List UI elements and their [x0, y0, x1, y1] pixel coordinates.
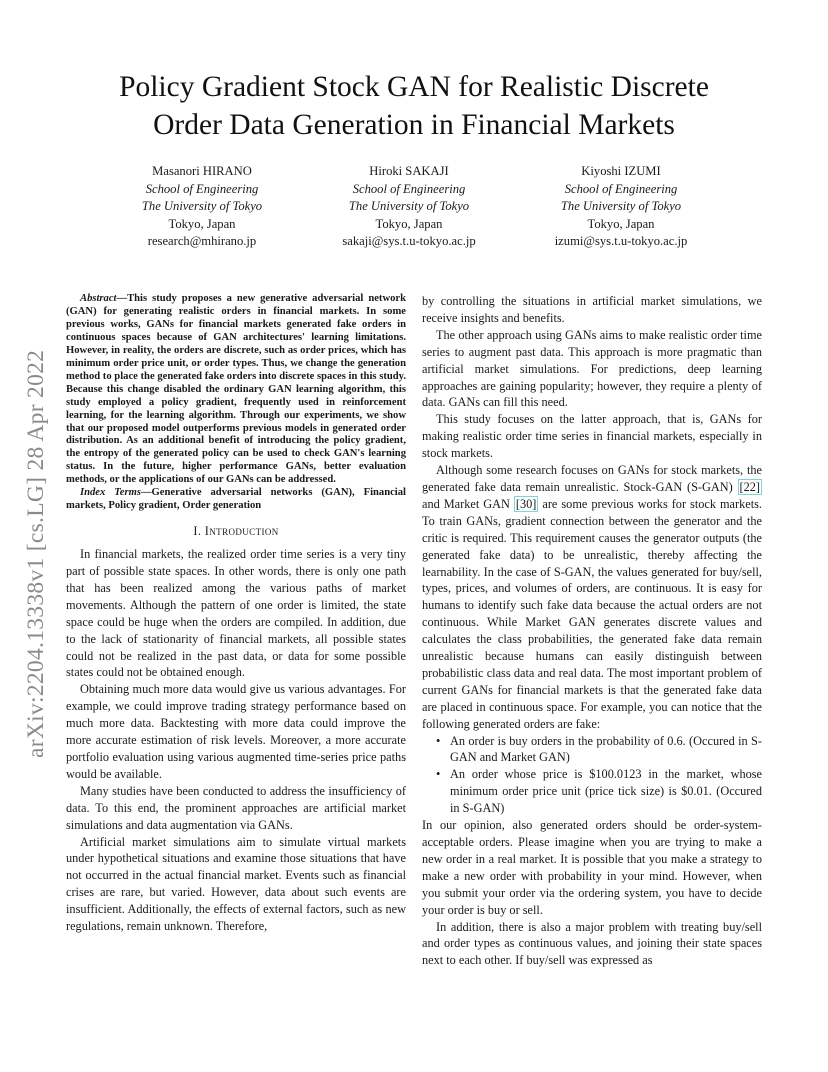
author-org: The University of Tokyo	[560, 199, 682, 213]
list-item	[436, 766, 762, 817]
index-terms-text: —Generative adversarial networks (GAN), Financial markets, Policy gradient, Order generation	[66, 487, 406, 512]
body-paragraph: Obtaining much more data would give us various advantages. For example, we could improve trading strategy performance based on much more data. Backtesting with more data could improve the more accurate estimation of risk levels. Moreover, a more accurate portfolio evaluation using various augmented time-series price paths would be available.	[66, 682, 406, 781]
author-location: Tokyo, Japan	[375, 216, 443, 231]
body-paragraph: In our opinion, also generated orders should be order-system-acceptable orders. Please imagine when you are trying to make a new order in a real market. It is possible that you make a strategy to make a new order with probability in your mind. However, when you submit your order via the ordering system, you have to decide your order is buy or sell.	[422, 818, 762, 917]
author-dept: School of Engineering	[564, 181, 678, 196]
author-email[interactable]: research@mhirano.jp	[147, 234, 257, 248]
author-location: Tokyo, Japan	[168, 216, 236, 231]
list-item-text: An order is buy orders in the probability of 0.6. (Occured in S-GAN and Market GAN)	[450, 733, 762, 765]
left-column	[66, 293, 406, 935]
abstract-label: Abstract	[80, 293, 117, 304]
paragraph-text: and Market GAN	[422, 496, 514, 511]
body-paragraph	[422, 462, 762, 733]
author-name: Hiroki SAKAJI	[369, 164, 449, 178]
author-email[interactable]: sakaji@sys.t.u-tokyo.ac.jp	[342, 234, 476, 248]
author-email[interactable]: izumi@sys.t.u-tokyo.ac.jp	[554, 234, 688, 248]
author-org: The University of Tokyo	[348, 199, 470, 213]
body-paragraph: In addition, there is also a major problem with treating buy/sell and order types as continuous values, and joining their state spaces next to each other. If buy/sell was expressed as	[422, 919, 762, 968]
author-dept: School of Engineering	[145, 181, 259, 196]
abstract	[66, 293, 406, 487]
body-paragraph: The other approach using GANs aims to make realistic order time series to augment past data. This approach is more pragmatic than artificial market simulations. For predictions, deep learning approaches are gaining popularity; however, they require a plenty of data. GANs can fill this need.	[422, 327, 762, 410]
right-column	[422, 293, 762, 969]
arxiv-identifier[interactable]: arXiv:2204.13338v1 [cs.LG] 28 Apr 2022	[23, 349, 49, 758]
author-1	[82, 163, 322, 251]
bullet-icon: •	[436, 767, 441, 782]
body-paragraph: by controlling the situations in artificial market simulations, we receive insights and benefits.	[422, 294, 762, 325]
citation-link[interactable]: [30]	[515, 496, 537, 511]
bullet-icon: •	[436, 733, 441, 748]
body-paragraph: In financial markets, the realized order time series is a very tiny part of possible state spaces. In other words, there is only one path that has been realized among the various paths of market movements. Although the pattern of one order is limited, the state space could be huge when the orders are compiled. In addition, due to the lack of stationarity of financial markets, all possible states could not be realized in the past data, or data for some possible states could not be obtained enough.	[66, 547, 406, 680]
body-paragraph: Artificial market simulations aim to simulate virtual markets under hypothetical situations and examine those situations that have not occurred in the actual financial market. Events such as financial crises are rare, but varied. However, data about such events are insufficient. Additionally, the effects of external factors, such as new regulations, remain unknown. Therefore,	[66, 834, 406, 934]
paper-title	[40, 68, 788, 144]
author-3	[501, 163, 741, 251]
section-heading-introduction: I. Introduction	[193, 524, 279, 539]
list-item	[436, 733, 762, 767]
title-line-1: Policy Gradient Stock GAN for Realistic Discrete	[119, 71, 709, 103]
author-name: Kiyoshi IZUMI	[581, 164, 661, 178]
body-paragraph: Many studies have been conducted to address the insufficiency of data. To this end, the prominent approaches are artificial market simulations and data augmentation via GANs.	[66, 783, 406, 832]
paragraph-text: are some previous works for stock markets. To train GANs, gradient connection between the generator and the critic is required. This requirement causes the generator outputs (the generated fake data) to be unrealistic, thereby affecting the learnability. In the case of S-GAN, the values generated for buy/sell, types, prices, and volumes of orders, are continuous. It is easy for humans to identify such fake data because the actual orders are not continuous. While Market GAN generates discrete values and calculates the class probabilities, the generated fake data remain unrealistic because humans can easily distinguish between probabilistic class data and real data. The most important problem of current GANs for financial markets is that the generated fake data are placed in continuous space. For example, you can notice that the following generated orders are fake:	[422, 496, 762, 731]
citation-link[interactable]: [22]	[739, 479, 760, 494]
author-location: Tokyo, Japan	[587, 216, 655, 231]
body-paragraph: This study focuses on the latter approach, that is, GANs for making realistic order time series in financial markets, especially in stock markets.	[422, 412, 762, 461]
list-item-text: An order whose price is $100.0123 in the market, whose minimum order price unit (price tick size) is $0.01. (Occured in S-GAN)	[450, 767, 762, 816]
fake-order-list	[422, 733, 762, 818]
author-dept: School of Engineering	[352, 181, 466, 196]
abstract-text: —This study proposes a new generative adversarial network (GAN) for generating realistic orders in financial markets. In some previous works, GANs for financial markets generated fake orders in continuous spaces because of GAN architectures' learning limitations. However, in reality, the orders are discrete, such as order prices, which has minimum order price unit, or order types. Thus, we change the generation method to place the generated fake orders into discrete spaces in this study. Because this change disabled the ordinary GAN learning algorithm, this study employed a policy gradient, frequently used in reinforcement learning, for the learning algorithm. Through our experiments, we show that our proposed model outperforms previous models in generated order distribution. As an additional benefit of introducing the policy gradient, the entropy of the generated policy can be used to check GAN's learning status. In the future, higher performance GANs, better evaluation methods, or the applications of our GANs can be addressed.	[66, 293, 406, 486]
author-org: The University of Tokyo	[141, 199, 263, 213]
index-terms-label: Index Terms	[80, 487, 141, 499]
author-name: Masanori HIRANO	[152, 164, 252, 178]
title-line-2: Order Data Generation in Financial Markets	[153, 109, 675, 141]
index-terms	[66, 487, 406, 513]
author-2	[289, 163, 529, 251]
paragraph-text: Although some research focuses on GANs for stock markets, the generated fake data remain unrealistic. Stock-GAN (S-GAN)	[422, 463, 762, 494]
